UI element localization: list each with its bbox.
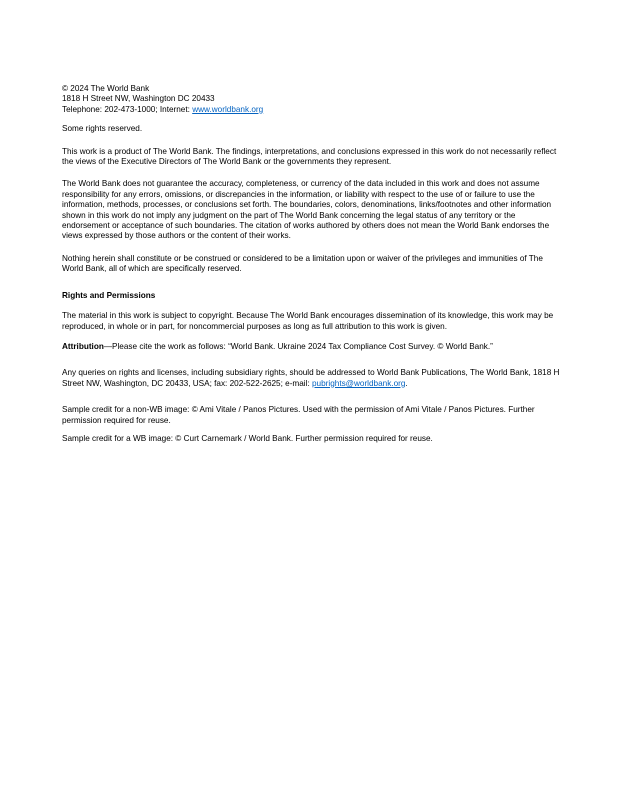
wb-credit-paragraph: Sample credit for a WB image: © Curt Carnemark / World Bank. Further permission required for reuse. bbox=[62, 433, 433, 443]
rights-reserved-text: Some rights reserved. bbox=[62, 124, 143, 134]
privileges-paragraph: Nothing herein shall constitute or be construed or considered to be a limitation upon or waiver of the privileges and immunities of The World Bank, all of which are specifically reserved. bbox=[62, 253, 543, 274]
copyright-page bbox=[62, 84, 562, 444]
queries-paragraph bbox=[62, 368, 562, 389]
attribution-text: —Please cite the work as follows: “World Bank. Ukraine 2024 Tax Compliance Cost Survey. © World Bank.” bbox=[103, 341, 493, 351]
copyright-paragraph: The material in this work is subject to copyright. Because The World Bank encourages dissemination of its knowledge, this work may be reproduced, in whole or in part, for noncommercial purposes as long as full attribution to this work is given. bbox=[62, 311, 554, 331]
queries-text: Any queries on rights and licenses, including subsidiary rights, should be addressed to World Bank Publications, The World Bank, 1818 H Street NW, Washington, DC 20433, USA; fax: 202-522-2625; e-mail: bbox=[62, 368, 560, 388]
product-paragraph: This work is a product of The World Bank. The findings, interpretations, and conclusions expressed in this work do not necessarily reflect the views of the Executive Directors of The World Bank or the governments they represent. bbox=[62, 146, 557, 167]
rights-permissions-heading: Rights and Permissions bbox=[62, 290, 156, 300]
non-wb-credit-paragraph: Sample credit for a non-WB image: © Ami Vitale / Panos Pictures. Used with the permission of Ami Vitale / Panos Pictures. Further permission required for reuse. bbox=[62, 405, 535, 425]
attribution-paragraph bbox=[62, 342, 562, 352]
contact-line bbox=[62, 105, 562, 115]
address-line: 1818 H Street NW, Washington DC 20433 bbox=[62, 94, 215, 104]
attribution-label: Attribution bbox=[62, 341, 104, 351]
guarantee-paragraph: The World Bank does not guarantee the accuracy, completeness, or currency of the data included in this work and does not assume responsibility for any errors, omissions, or discrepancies in the information, or liability with respect to the use of or failure to use the information, methods, processes, or conclusions set forth. The boundaries, colors, denominations, links/footnotes and other information shown in this work do not imply any judgment on the part of The World Bank concerning the legal status of any territory or the endorsement or acceptance of such boundaries. The citation of works authored by others does not mean the World Bank endorses the views expressed by those authors or the content of their works. bbox=[62, 179, 552, 241]
worldbank-website-link[interactable]: www.worldbank.org bbox=[192, 104, 264, 114]
telephone-text: Telephone: 202-473-1000; Internet: bbox=[62, 104, 193, 114]
copyright-line: © 2024 The World Bank bbox=[62, 84, 150, 93]
pubrights-email-link[interactable]: pubrights@worldbank.org bbox=[312, 378, 406, 388]
copyright-block bbox=[62, 84, 562, 115]
queries-end: . bbox=[405, 378, 408, 388]
